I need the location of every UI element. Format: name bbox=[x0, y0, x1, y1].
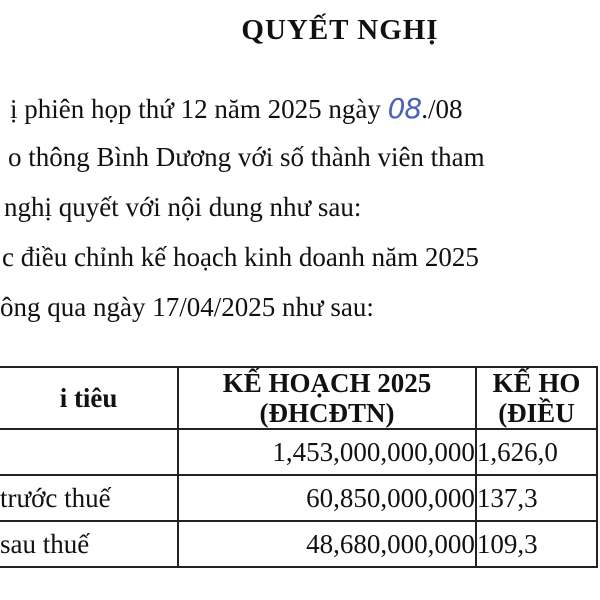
header-adjusted-line-2: (ĐIỀU bbox=[498, 398, 575, 428]
row-adjusted-value: 1,626,0 bbox=[476, 429, 597, 475]
row-plan-value: 1,453,000,000,000 bbox=[178, 429, 476, 475]
row-label: sau thuế bbox=[0, 521, 178, 567]
table-row bbox=[0, 475, 597, 521]
header-plan-2025 bbox=[178, 367, 476, 429]
row-adjusted-value: 109,3 bbox=[476, 521, 597, 567]
header-plan-line-2: (ĐHCĐTN) bbox=[259, 398, 395, 428]
header-plan-line-1: KẾ HOẠCH 2025 bbox=[222, 368, 432, 398]
row-plan-value: 60,850,000,000 bbox=[178, 475, 476, 521]
paragraph-line-1-end: ./08 bbox=[421, 94, 463, 124]
paragraph-line-2: o thông Bình Dương với số thành viên tham bbox=[8, 142, 485, 172]
paragraph-line-3: nghị quyết với nội dung như sau: bbox=[4, 192, 362, 222]
paragraph-line-1 bbox=[10, 92, 463, 125]
document-title: QUYẾT NGHỊ bbox=[241, 14, 439, 46]
handwritten-date: 08 bbox=[387, 92, 422, 125]
row-plan-value: 48,680,000,000 bbox=[178, 521, 476, 567]
header-target: i tiêu bbox=[0, 367, 178, 429]
paragraph-line-5: ông qua ngày 17/04/2025 như sau: bbox=[0, 292, 374, 322]
header-adjusted-plan bbox=[476, 367, 597, 429]
row-label bbox=[0, 429, 178, 475]
row-adjusted-value: 137,3 bbox=[476, 475, 597, 521]
paragraph-line-4: c điều chỉnh kế hoạch kinh doanh năm 2025 bbox=[2, 242, 479, 272]
business-plan-table bbox=[0, 366, 598, 568]
paragraph-line-1-start: ị phiên họp thứ 12 năm 2025 ngày bbox=[10, 94, 388, 124]
header-adjusted-line-1: KẾ HO bbox=[492, 368, 581, 398]
table-row bbox=[0, 429, 597, 475]
table-row bbox=[0, 521, 597, 567]
row-label: trước thuế bbox=[0, 475, 178, 521]
table-header-row bbox=[0, 367, 597, 429]
